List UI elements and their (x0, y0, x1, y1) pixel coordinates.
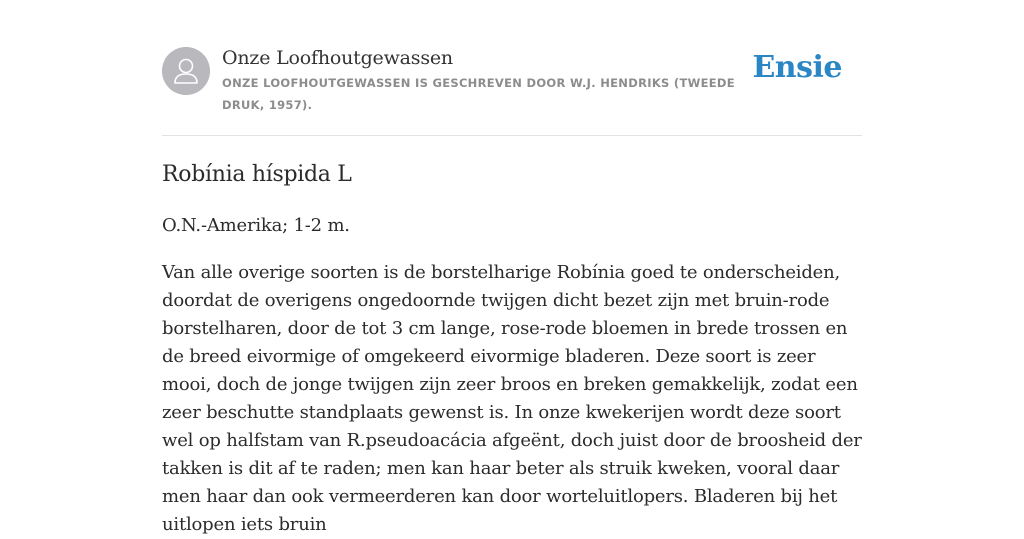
entry-title: Robínia híspida L (162, 162, 352, 187)
page-content (162, 46, 862, 535)
avatar[interactable] (162, 47, 210, 95)
user-icon (162, 47, 210, 95)
source-header (162, 46, 862, 136)
source-description: ONZE LOOFHOUTGEWASSEN IS GESCHREVEN DOOR W.J. HENDRIKS (TWEEDE DRUK, 1957). (222, 76, 735, 112)
source-title[interactable]: Onze Loofhoutgewassen (222, 47, 453, 69)
entry-body: Van alle overige soorten is de borstelharige Robínia goed te onderscheiden, doordat de overigens ongedoornde twijgen dicht bezet zijn met bruin-rode borstelharen, door de tot 3 cm lange, rose-rode bloemen in brede trossen en de breed eivormige of omgekeerd eivormige bladeren. Deze soort is zeer mooi, doch de jonge twijgen zijn zeer broos en breken gemakkelijk, zodat een zeer beschutte standplaats gewenst is. In onze kwekerijen wordt deze soort wel op halfstam van R.pseudoacácia afgeënt, doch juist door de broosheid der takken is dit af te raden; men kan haar beter als struik kweken, vooral daar men haar dan ook vermeerderen kan door worteluitlopers. Bladeren bij het uitlopen iets bruin (162, 262, 862, 535)
ensie-logo[interactable]: Ensie (752, 50, 842, 85)
entry-origin: O.N.-Amerika; 1-2 m. (162, 215, 350, 236)
